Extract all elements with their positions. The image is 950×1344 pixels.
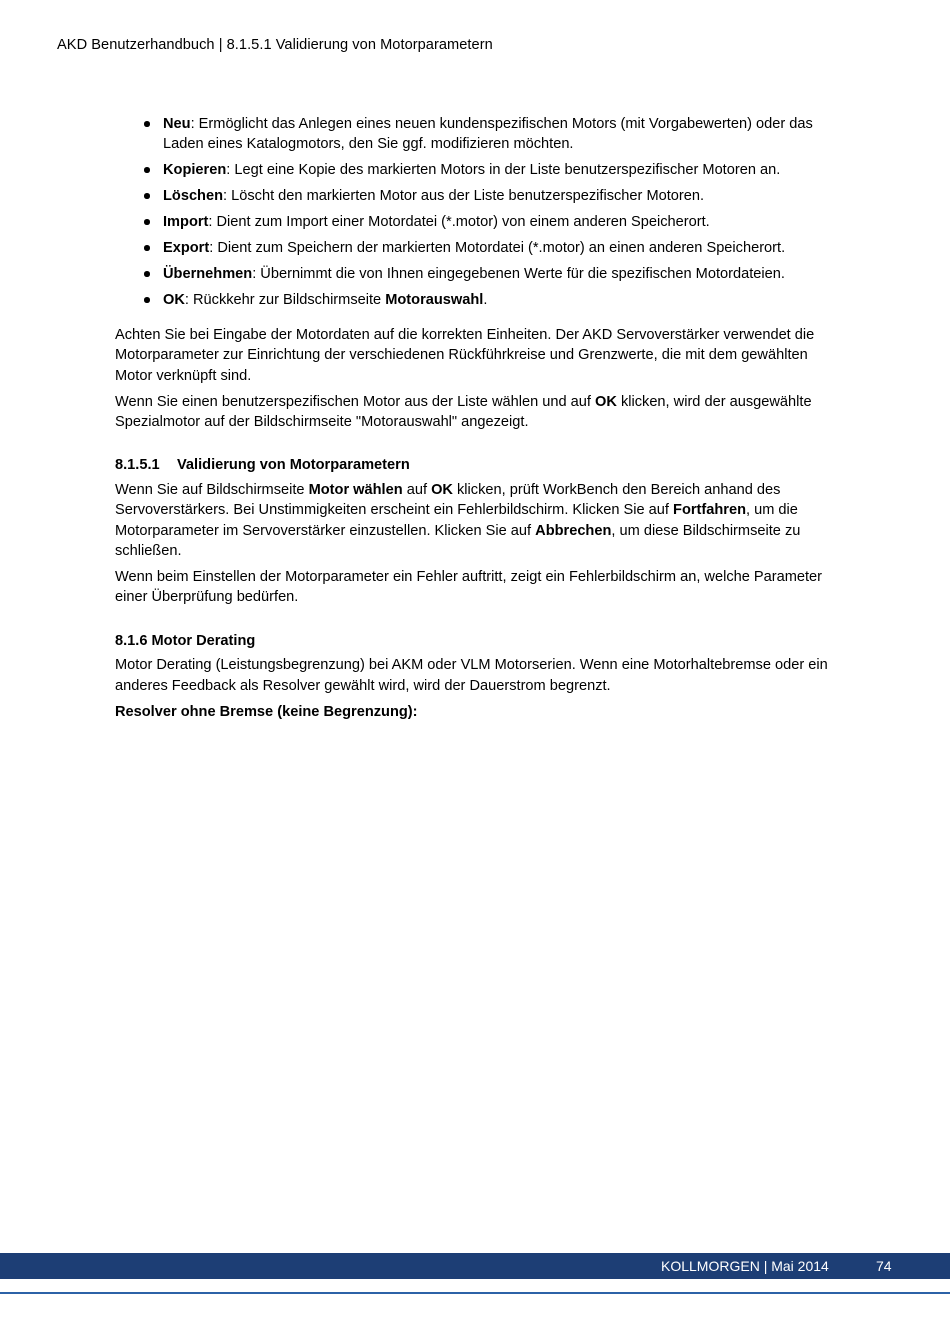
list-item (115, 212, 835, 232)
text-run: Wenn Sie auf Bildschirmseite (115, 481, 309, 498)
bullet-icon (144, 219, 150, 225)
list-item (115, 264, 835, 284)
button-description-list (115, 114, 835, 311)
text-run-bold: OK (431, 481, 453, 498)
list-item-text: : Rückkehr zur Bildschirmseite (184, 292, 386, 309)
paragraph-select-custom-motor (115, 392, 835, 433)
footer-bar (0, 1253, 950, 1279)
paragraph-error-screen: Wenn beim Einstellen der Motorparameter ein Fehler auftritt, zeigt ein Fehlerbildschirm an, welche Parameter einer Überprüfung bedürfen. (115, 569, 823, 606)
section-heading-validation (115, 455, 835, 475)
list-item (115, 160, 835, 180)
list-item-term: Neu (163, 116, 191, 132)
bullet-icon (144, 121, 150, 127)
list-item (115, 290, 835, 310)
list-item-text: : Ermöglicht das Anlegen eines neuen kundenspezifischen Motors (mit Vorgabewerten) oder das Laden eines Katalogmotors, den Sie ggf. modifizieren möchten. (163, 116, 813, 153)
text-run-bold: Fortfahren (673, 502, 746, 519)
text-run: auf (402, 481, 432, 498)
bullet-icon (144, 297, 150, 303)
list-item (115, 114, 835, 155)
paragraph-motor-derating: Motor Derating (Leistungsbegrenzung) bei AKM oder VLM Motorserien. Wenn eine Motorhaltebremse oder ein anderes Feedback als Resolver gewählt wird, wird der Dauerstrom begrenzt. (115, 657, 828, 694)
list-item-term: Export (163, 240, 210, 257)
subheading-text: Resolver ohne Bremse (keine Begrenzung): (115, 703, 418, 720)
bullet-icon (144, 245, 150, 251)
list-item-text: : Legt eine Kopie des markierten Motors in der Liste benutzerspezifischer Motoren an. (226, 162, 781, 179)
list-item-term: Löschen (163, 188, 224, 205)
list-item (115, 186, 835, 206)
list-item-text: : Dient zum Speichern der markierten Motordatei (*.motor) an einen anderen Speicherort. (209, 240, 786, 257)
section-heading-motor-derating: 8.1.6 Motor Derating (115, 632, 256, 649)
section-title: Validierung von Motorparametern (177, 457, 410, 474)
page-header: AKD Benutzerhandbuch | 8.1.5.1 Validierung von Motorparametern (57, 37, 493, 53)
bullet-icon (144, 167, 150, 173)
list-item-text: : Dient zum Import einer Motordatei (*.motor) von einem anderen Speicherort. (208, 214, 710, 231)
list-item (115, 238, 835, 258)
page-content (115, 114, 835, 728)
section-number: 8.1.5.1 (115, 457, 160, 474)
list-item-term: Kopieren (163, 162, 227, 179)
text-run-bold: Abbrechen (535, 522, 612, 539)
text-run: klicken, prüft WorkBench den Bereich anhand des Servoverstärkers. Bei Unstimmigkeiten erscheint ein Fehlerbildschirm. Klicken Sie auf (115, 481, 781, 519)
list-item-term: Motorauswahl (385, 292, 484, 309)
footer-text: KOLLMORGEN | Mai 2014 (661, 1258, 829, 1274)
text-run: klicken, wird der ausgewählte Spezialmotor auf der Bildschirmseite "Motorauswahl" angezeigt. (115, 393, 812, 431)
list-item-term: Übernehmen (163, 266, 253, 283)
list-item-term: Import (163, 214, 209, 231)
list-item-text: : Übernimmt die von Ihnen eingegebenen Werte für die spezifischen Motordateien. (252, 266, 785, 283)
page-number: 74 (876, 1258, 892, 1274)
text-run-bold: OK (595, 393, 617, 410)
list-item-term: OK (163, 292, 185, 309)
paragraph-validation (115, 480, 835, 562)
list-item-text: . (483, 292, 488, 309)
text-run: , um die Motorparameter im Servoverstärker einzustellen. Klicken Sie auf (115, 502, 798, 539)
paragraph-units: Achten Sie bei Eingabe der Motordaten auf die korrekten Einheiten. Der AKD Servoverstärker verwendet die Motorparameter zur Einrichtung der verschiedenen Rückführkreise und Grenzwerte, die mit dem gewählten Motor verknüpft sind. (115, 326, 815, 384)
bullet-icon (144, 193, 150, 199)
text-run: , um diese Bildschirmseite zu schließen. (115, 522, 801, 560)
text-run: Wenn Sie einen benutzerspezifischen Motor aus der Liste wählen und auf (115, 393, 595, 410)
list-item-text: : Löscht den markierten Motor aus der Liste benutzerspezifischer Motoren. (223, 188, 705, 205)
bullet-icon (144, 271, 150, 277)
text-run-bold: Motor wählen (308, 481, 403, 498)
footer-divider (0, 1292, 950, 1294)
subheading-resolver-no-brake (115, 702, 835, 722)
